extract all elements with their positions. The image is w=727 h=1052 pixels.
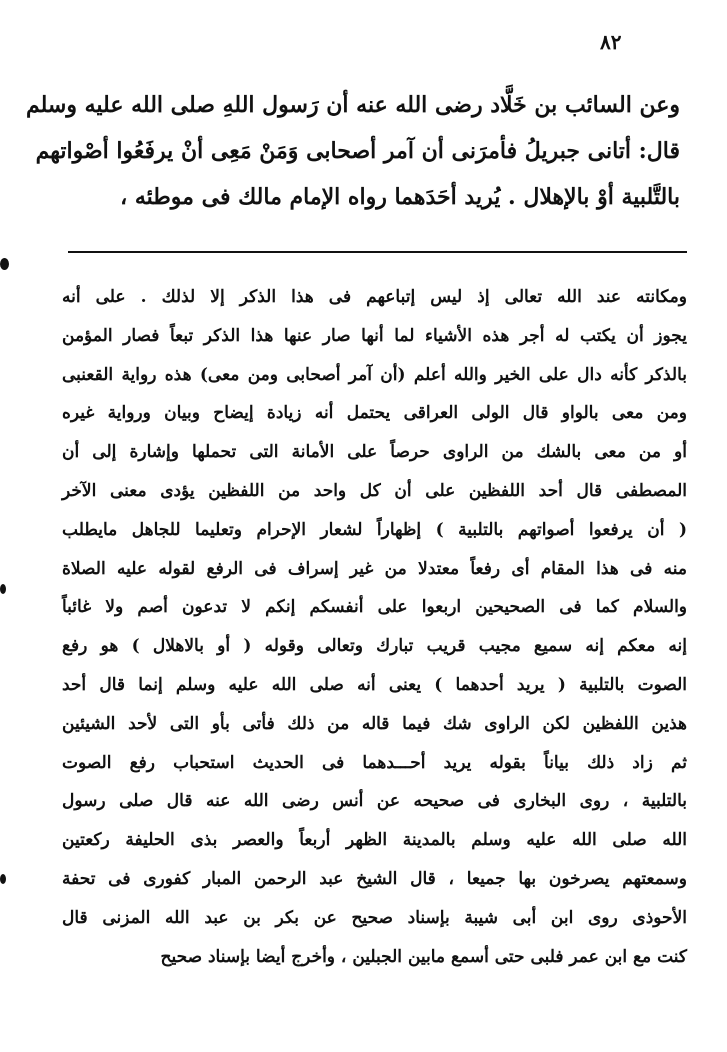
commentary-line: بالتلبية ، روى البخارى فى صحيحه عن أنس رضى الله عنه قال صلى رسول — [62, 791, 687, 812]
commentary-line: الله صلى الله عليه وسلم بالمدينة الظهر أربعاً والعصر بذى الحليفة ركعتين — [62, 830, 687, 851]
separator-rule — [68, 251, 687, 253]
commentary-line: يجوز أن يكتب له أجر هذه الأشياء لما أنها صار عنها هذا الذكر تبعاً فصار المؤمن — [62, 325, 687, 346]
commentary-line: هذين اللفظين لكن الراوى شك فيما قاله من ذلك فأتى بأو التى لأحد الشيئين — [62, 713, 687, 734]
commentary-line: ( أن يرفعوا أصواتهم بالتلبية ) إظهاراً لشعار الإحرام وتعليما للجاهل مايطلب — [62, 519, 687, 540]
commentary-line: أو من معى بالشك من الراوى حرصاً على الأمانة التى تحملها وإشارة إلى أن — [62, 442, 687, 463]
commentary-line: ومكانته عند الله تعالى إذ ليس إتباعهم فى هذا الذكر إلا لذلك . على أنه — [62, 287, 687, 307]
commentary-line: إنه معكم إنه سميع مجيب قريب تبارك وتعالى وقوله ( أو بالاهلال ) هو رفع — [62, 636, 687, 657]
commentary-line: منه فى هذا المقام أى رفعاً معتدلا من غير إسراف فى الرفع لقوله عليه الصلاة — [62, 558, 687, 579]
commentary-line: كنت مع ابن عمر فلبى حتى أسمع مابين الجبلين ، وأخرج أيضا بإسناد صحيح — [160, 946, 687, 967]
scan-mark — [0, 258, 9, 270]
hadith-line: بالتَّلبية أوْ بالإهلال . يُريد أحَدَهما رواه الإمام مالك فى موطئه ، — [120, 184, 680, 210]
scan-mark — [0, 584, 6, 594]
commentary-line: الصوت بالتلبية ( يريد أحدهما ) يعنى أنه صلى الله عليه وسلم إنما قال أحد — [62, 674, 687, 695]
commentary-line: ومن معى بالواو قال الولى العراقى يحتمل أنه زيادة إيضاح وبيان ورواية غيره — [62, 403, 687, 424]
commentary-text — [62, 278, 687, 976]
scan-mark — [0, 874, 6, 884]
commentary-line: وسمعتهم يصرخون بها جميعا ، قال الشيخ عبد الرحمن المبار كفورى فى تحفة — [62, 868, 687, 889]
commentary-line: والسلام كما فى الصحيحين اربعوا على أنفسكم إنكم لا تدعون أصم ولا غائباً — [62, 597, 687, 618]
commentary-line: ثم زاد ذلك بياناً بقوله يريد أحـــدهما فى الحديث استحباب رفع الصوت — [62, 752, 687, 773]
hadith-line: وعن السائب بن خَلَّاد رضى الله عنه أن رَسول اللهِ صلى الله عليه وسلم — [25, 92, 680, 118]
commentary-line: بالذكر كأنه دال على الخير والله أعلم (أن آمر أصحابى ومن معى) هذه رواية القعنبى — [62, 364, 687, 385]
commentary-line: المصطفى قال أحد اللفظين على أن كل واحد من اللفظين يؤدى معنى الآخر — [62, 480, 687, 501]
hadith-line: قال: أتانى جبريلُ فأمرَنى أن آمر أصحابى وَمَنْ مَعِى أنْ يرفَعُوا أصْواتهم — [35, 138, 680, 164]
hadith-text — [25, 82, 680, 220]
page-number: ٨٢ — [600, 30, 622, 54]
commentary-line: الأحوذى روى ابن أبى شيبة بإسناد صحيح عن بكر بن عبد الله المزنى قال — [62, 907, 687, 928]
